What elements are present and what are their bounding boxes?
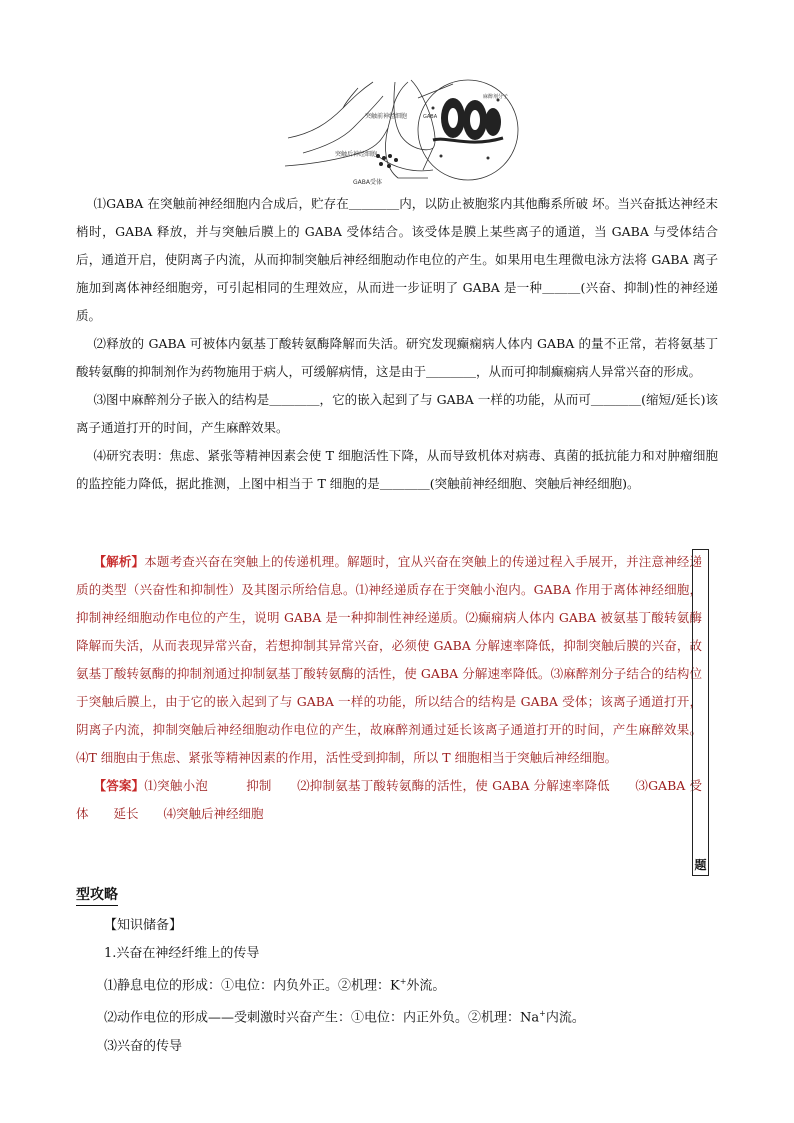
knowledge-item-1a [76, 968, 585, 1000]
section-heading: 型攻略 [76, 884, 118, 906]
item-1a-sup: + [399, 977, 407, 986]
side-label-box [692, 549, 709, 876]
answer-paragraph [76, 772, 702, 828]
label-gaba: GABA [423, 114, 438, 120]
analysis-block [76, 548, 702, 828]
label-postsynaptic: 突触后神经细胞 [335, 151, 378, 158]
label-gaba-receptor: GABA受体 [353, 179, 382, 186]
analysis-text: 本题考查兴奋在突触上的传递机理。解题时，宜从兴奋在突触上的传递过程入手展开，并注意神经递质的类型（兴奋性和抑制性）及其图示所给信息。⑴神经递质存在于突触小泡内。GABA 作用于离体神经细胞，抑制神经细胞动作电位的产生，说明 GABA 是一种抑制性神经递质。⑵癫痫病人体内 GABA 被氨基丁酸转氨酶降解而失活，从而表现异常兴奋，若想抑制其异常兴奋，必须使 GABA 分解速率降低，抑制突触后膜的兴奋，故氨基丁酸转氨酶的抑制剂通过抑制氨基丁酸转氨酶的活性，使 GABA 分解速率降低。⑶麻醉剂分子结合的结构位于突触后膜上，由于它的嵌入起到了与 GABA 一样的功能，所以结合的结构是 GABA 受体；该离子通道打开，阴离子内流，抑制突触后神经细胞动作电位的产生，故麻醉剂通过延长该离子通道打开的时间，产生麻醉效果。⑷T 细胞由于焦虑、紧张等精神因素的作用，活性受到抑制，所以 T 细胞相当于突触后神经细胞。 [76, 554, 702, 765]
item-1a-text: ⑴静息电位的形成：①电位：内负外正。②机理：K [104, 978, 400, 994]
question-2: ⑵释放的 GABA 可被体内氨基丁酸转氨酶降解而失活。研究发现癫痫病人体内 GABA 的量不正常，若将氨基丁酸转氨酶的抑制剂作为药物施用于病人，可缓解病情，这是由于＿＿＿＿，从而可抑制癫痫病人异常兴奋的形成。 [76, 336, 718, 379]
answer-text: ⑴突触小泡 抑制 ⑵抑制氨基丁酸转氨酶的活性，使 GABA 分解速率降低 ⑶GABA 受体 延长 ⑷突触后神经细胞 [76, 778, 702, 821]
analysis-tag: 【解析】 [93, 554, 145, 569]
knowledge-item-1c: ⑶兴奋的传导 [104, 1038, 183, 1054]
item-1b-post: 内流。 [545, 1010, 585, 1026]
knowledge-item-1b [76, 1000, 585, 1032]
question-1: ⑴GABA 在突触前神经细胞内合成后，贮存在＿＿＿＿内，以防止被胞浆内其他酶系所破 坏。当兴奋抵达神经末梢时，GABA 释放，并与突触后膜上的 GABA 受体结合。该受体是膜上某些离子的通道，当 GABA 与受体结合后，通道开启，使阴离子内流，从而抑制突触后神经细胞动作电位的产生。如果用电生理微电泳方法将 GABA 离子施加到离体神经细胞旁，可引起相同的生理效应，从而进一步证明了 GABA 是一种＿＿＿(兴奋、抑制)性的神经递质。 [76, 196, 718, 323]
analysis-paragraph [76, 548, 702, 772]
knowledge-item-1: 1.兴奋在神经纤维上的传导 [104, 946, 260, 961]
item-1b-text: ⑵动作电位的形成——受刺激时兴奋产生：①电位：内正外负。②机理：Na [104, 1010, 540, 1026]
question-block [76, 190, 718, 498]
knowledge-title: 【知识储备】 [104, 918, 183, 933]
knowledge-block [76, 912, 585, 1061]
item-1a-post: 外流。 [406, 978, 446, 994]
question-3: ⑶图中麻醉剂分子嵌入的结构是＿＿＿＿，它的嵌入起到了与 GABA 一样的功能，从而可＿＿＿＿(缩短/延长)该离子通道打开的时间，产生麻醉效果。 [76, 392, 718, 435]
label-presynaptic: 突触前神经细胞 [365, 113, 408, 120]
side-label-char: 题 [694, 858, 707, 872]
synapse-diagram [283, 78, 521, 186]
item-1b-sup: + [539, 1009, 546, 1019]
question-4: ⑷研究表明：焦虑、紧张等精神因素会使 T 细胞活性下降，从而导致机体对病毒、真菌的抵抗能力和对肿瘤细胞的监控能力降低，据此推测，上图中相当于 T 细胞的是＿＿＿＿(突触前神经细胞、突触后神经细胞)。 [76, 448, 718, 491]
label-anesthetic: 麻醉剂分子 [483, 94, 509, 100]
answer-tag: 【答案】 [93, 778, 145, 793]
